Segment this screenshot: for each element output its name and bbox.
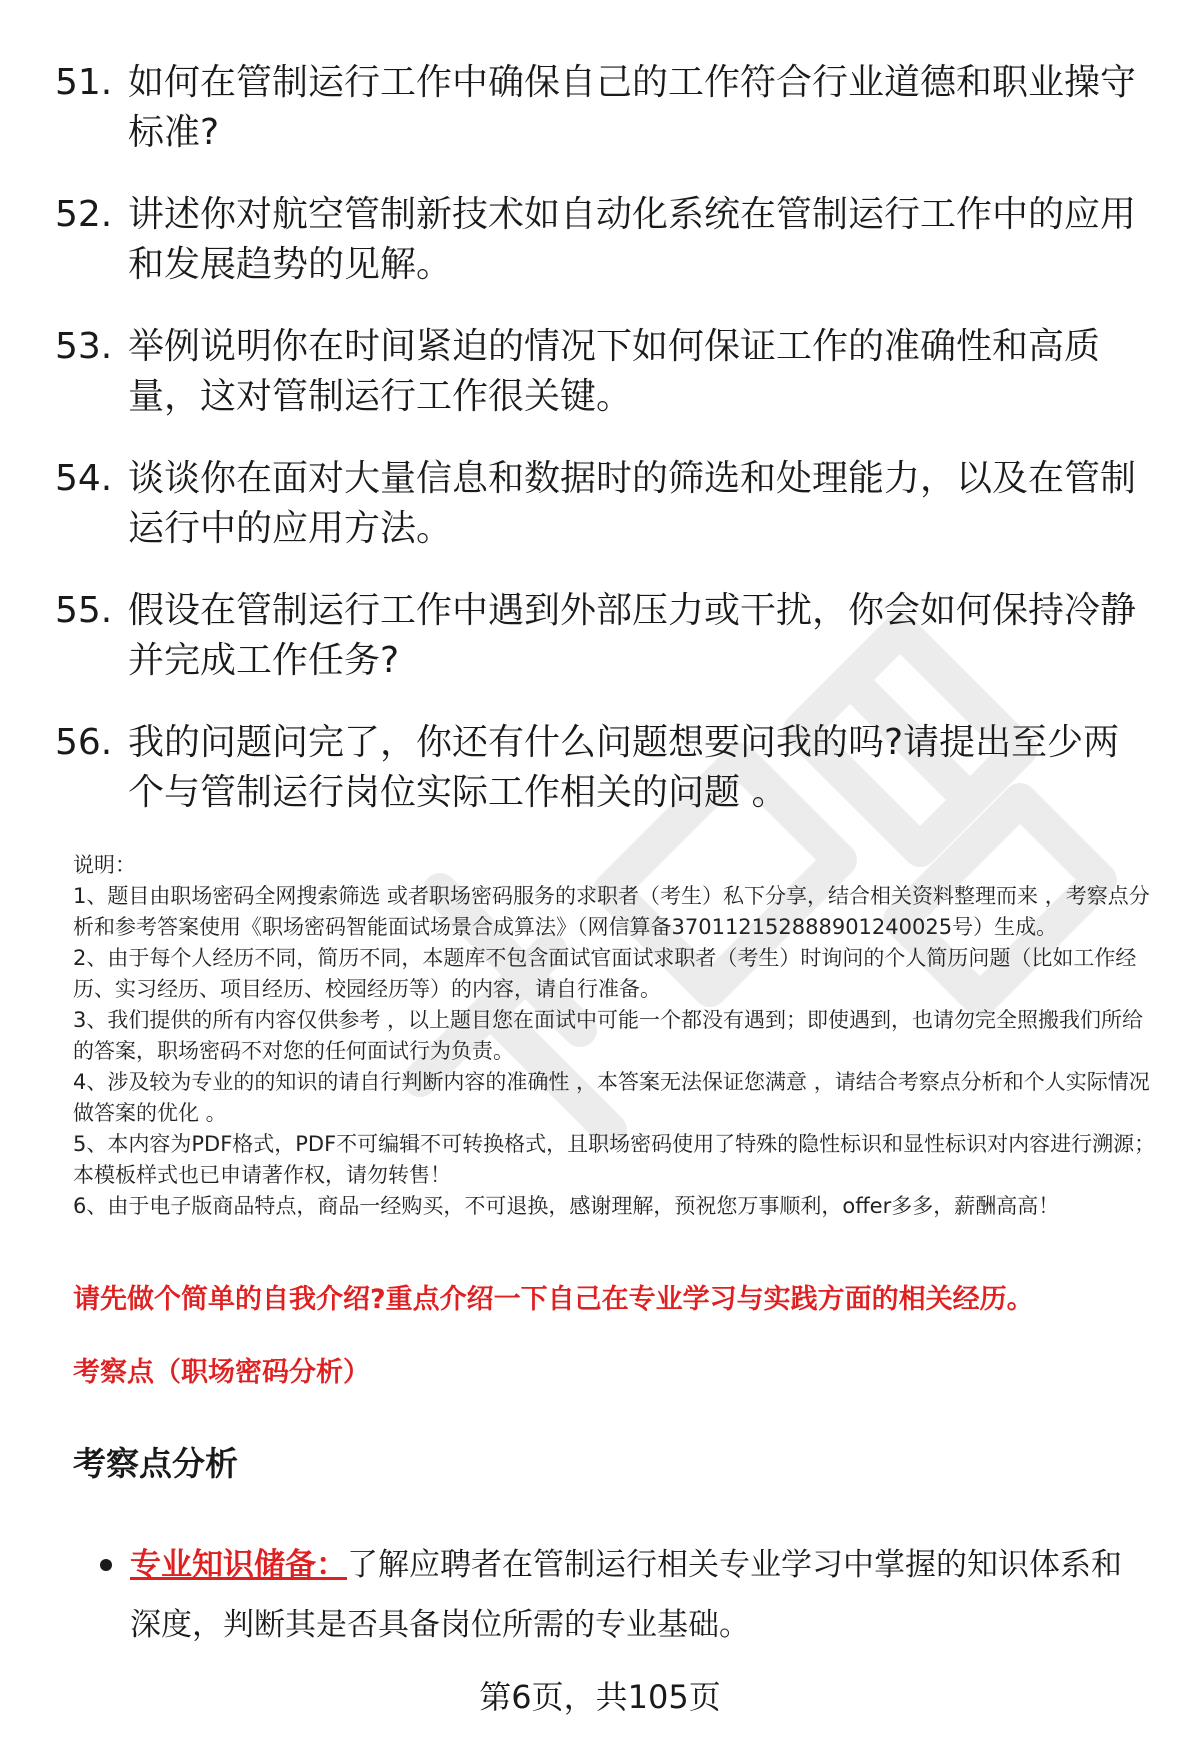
bullet-keyword: 专业知识储备：: [130, 1547, 347, 1583]
question-text: 举例说明你在时间紧迫的情况下如何保证工作的准确性和高质量，这对管制运行工作很关键。: [128, 326, 1101, 417]
bullet-dot-icon: [100, 1559, 112, 1571]
question-number: 56.: [55, 722, 113, 763]
note-item: 3、我们提供的所有内容仅供参考 ，以上题目您在面试中可能一个都没有遇到；即使遇到，也请勿完全照搬我们所给的答案，职场密码不对您的任何面试行为负责。: [73, 1008, 1144, 1063]
notes-title: 说明：: [73, 853, 136, 877]
question-number: 52.: [55, 194, 113, 235]
question-item: [55, 58, 1145, 158]
question-number: 55.: [55, 590, 113, 631]
question-item: [55, 718, 1145, 818]
analysis-heading: 考察点（职场密码分析）: [73, 1357, 370, 1388]
note-item: 4、涉及较为专业的的知识的请自行判断内容的准确性 ，本答案无法保证您满意 ，请结合考察点分析和个人实际情况做答案的优化 。: [73, 1070, 1150, 1125]
question-list: [55, 58, 1145, 850]
note-item: 5、本内容为PDF格式，PDF不可编辑不可转换格式，且职场密码使用了特殊的隐性标识和显性标识对内容进行溯源；本模板样式也已申请著作权，请勿转售！: [73, 1132, 1156, 1187]
question-item: [55, 190, 1145, 290]
bullet-content: [130, 1535, 1130, 1655]
bullet-item: [100, 1535, 1130, 1655]
section-title: 考察点分析: [73, 1444, 238, 1483]
question-text: 假设在管制运行工作中遇到外部压力或干扰，你会如何保持冷静并完成工作任务?: [128, 590, 1137, 681]
notes-section: [73, 850, 1163, 1222]
question-item: [55, 586, 1145, 686]
question-item: [55, 322, 1145, 422]
question-text: 我的问题问完了，你还有什么问题想要问我的吗?请提出至少两个与管制运行岗位实际工作相关的问题 。: [128, 722, 1120, 813]
question-item: [55, 454, 1145, 554]
bullet-text: 了解应聘者在管制运行相关专业学习中掌握的知识体系和深度，判断其是否具备岗位所需的专业基础。: [130, 1547, 1122, 1643]
note-item: 2、由于每个人经历不同，简历不同，本题库不包含面试官面试求职者（考生）时询问的个人简历问题（比如工作经历、实习经历、项目经历、校园经历等）的内容，请自行准备。: [73, 946, 1137, 1001]
intro-question: 请先做个简单的自我介绍?重点介绍一下自己在专业学习与实践方面的相关经历。: [73, 1284, 1034, 1315]
page-footer: 第6页，共105页: [479, 1678, 721, 1716]
note-item: 6、由于电子版商品特点，商品一经购买，不可退换，感谢理解，预祝您万事顺利，offer多多，薪酬高高！: [73, 1194, 1060, 1218]
question-text: 谈谈你在面对大量信息和数据时的筛选和处理能力，以及在管制运行中的应用方法。: [128, 458, 1137, 549]
question-text: 如何在管制运行工作中确保自己的工作符合行业道德和职业操守标准?: [128, 62, 1137, 153]
note-item: 1、题目由职场密码全网搜索筛选 或者职场密码服务的求职者（考生）私下分享，结合相关资料整理而来 ，考察点分析和参考答案使用《职场密码智能面试场景合成算法》（网信算备370112152888901240025号）生成。: [73, 884, 1150, 939]
question-number: 51.: [55, 62, 113, 103]
question-number: 54.: [55, 458, 113, 499]
question-number: 53.: [55, 326, 113, 367]
question-text: 讲述你对航空管制新技术如自动化系统在管制运行工作中的应用和发展趋势的见解。: [128, 194, 1137, 285]
